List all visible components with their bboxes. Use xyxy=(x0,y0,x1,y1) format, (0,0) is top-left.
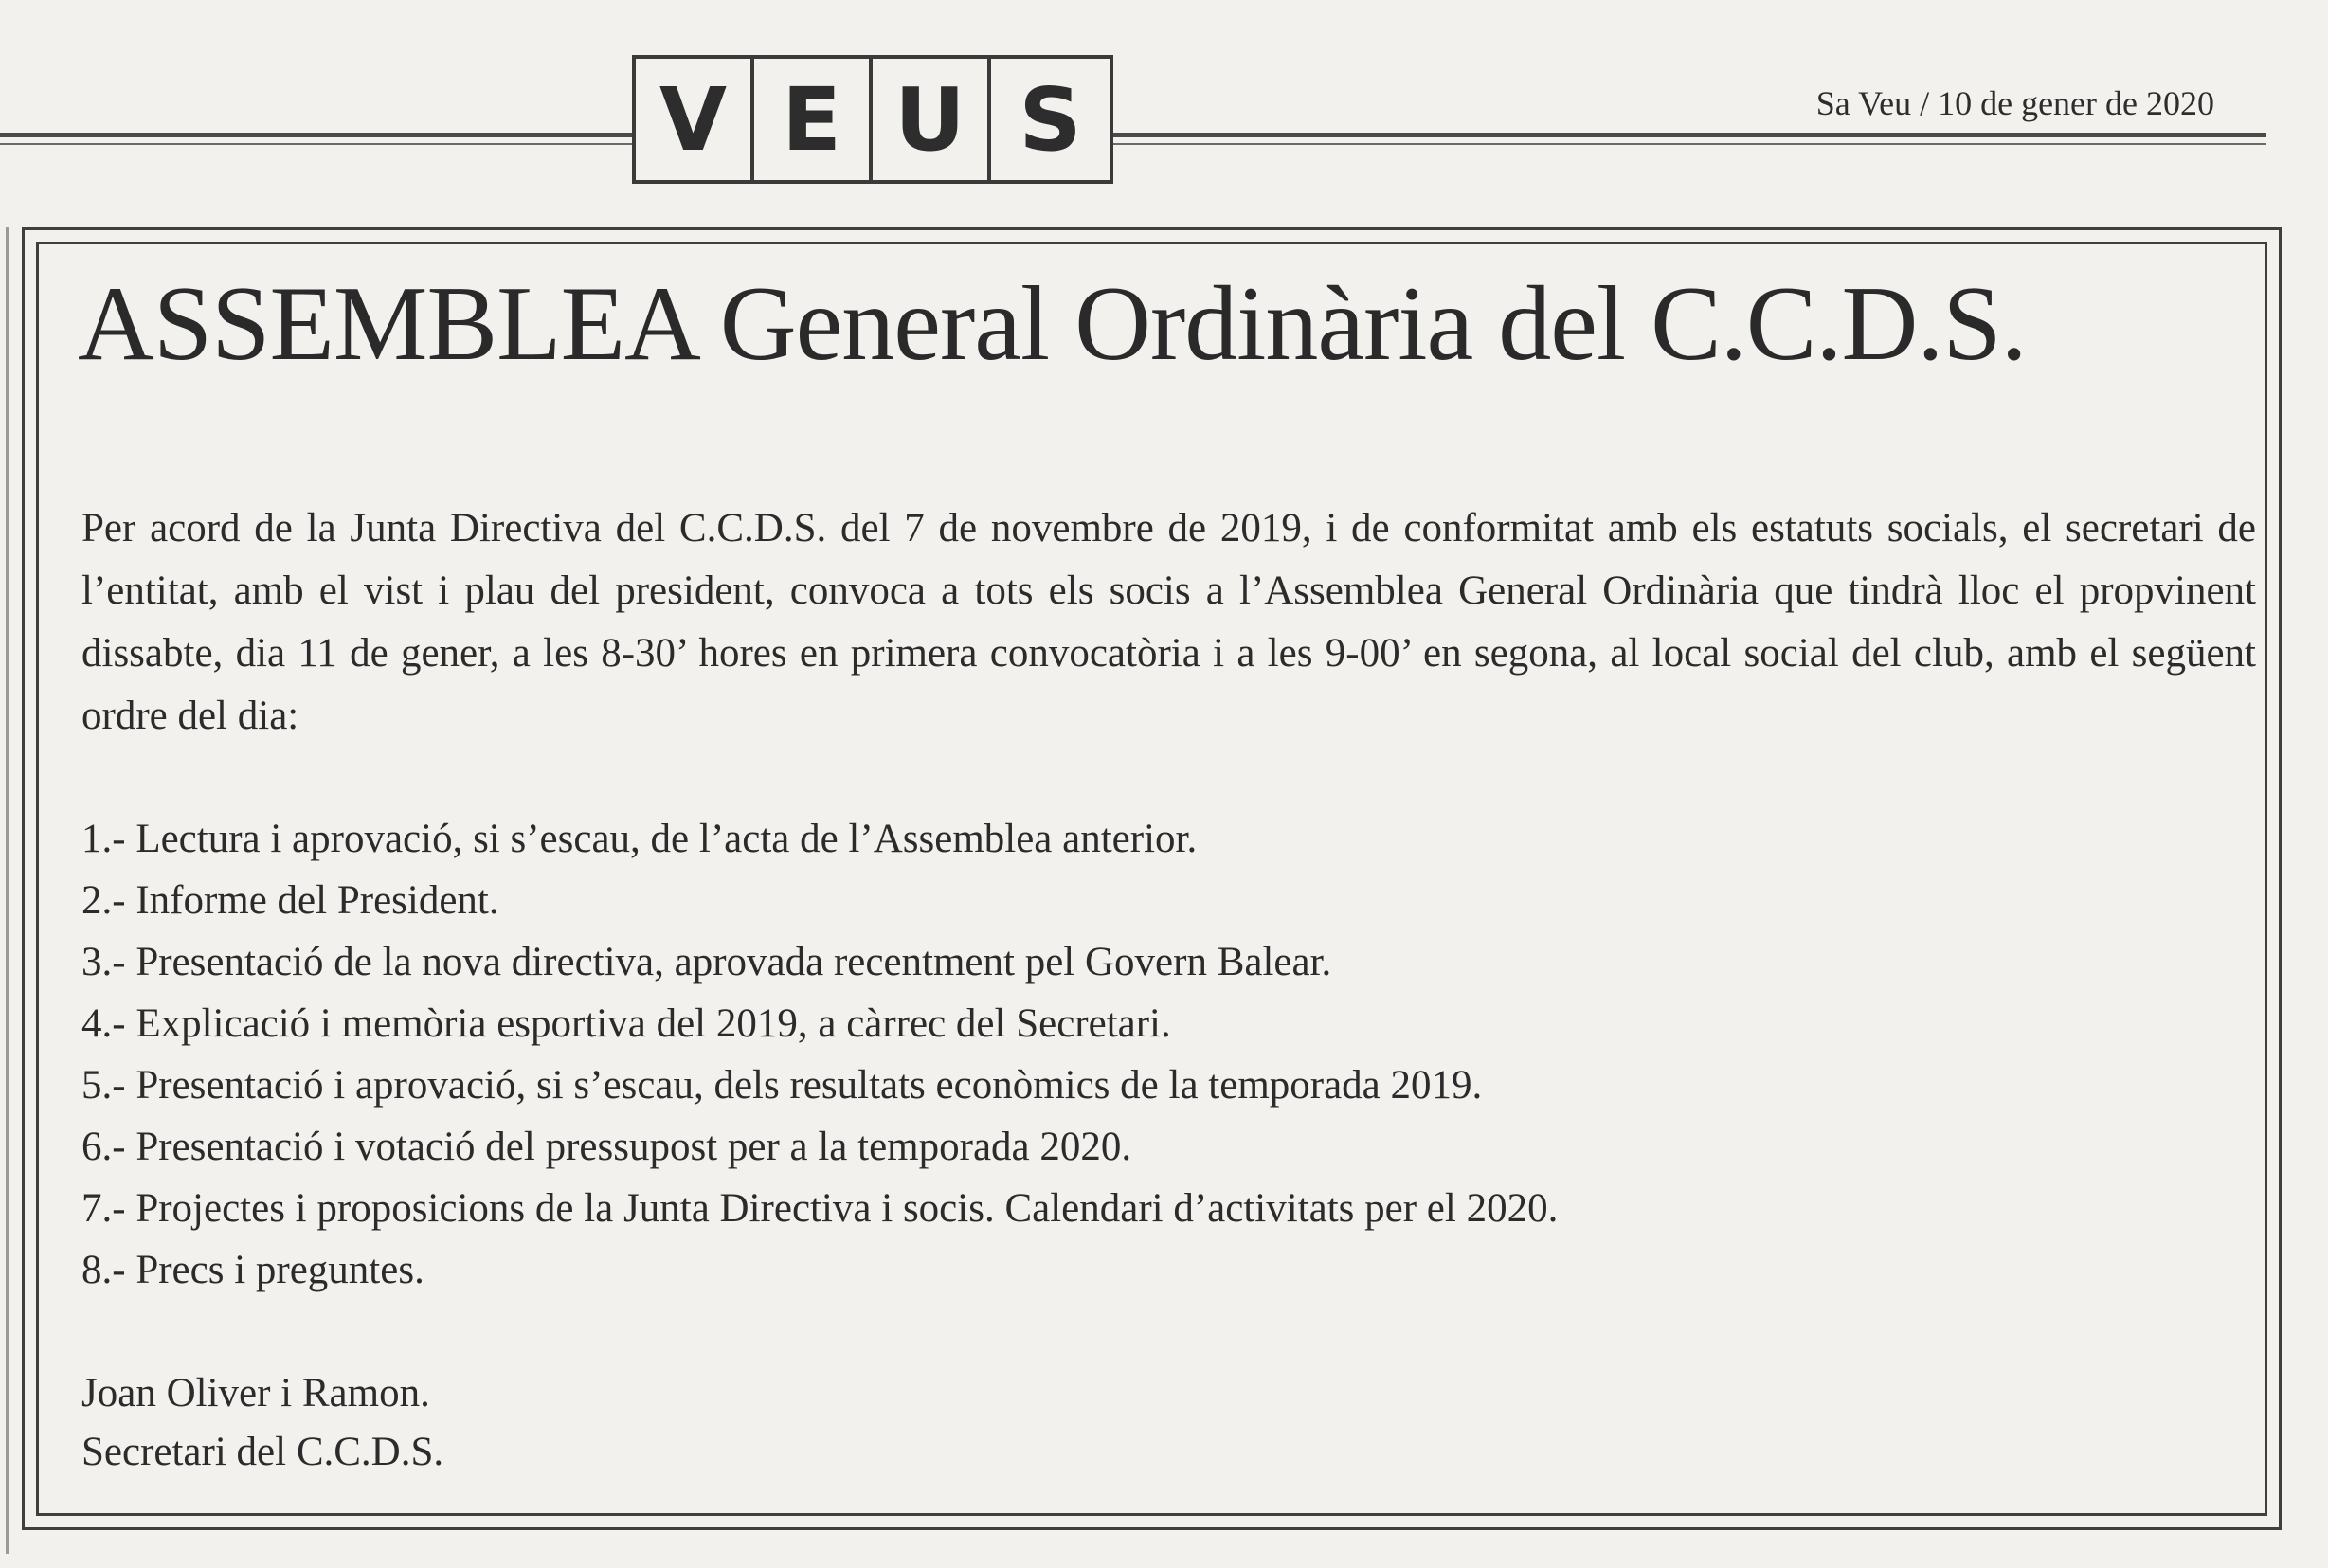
header-rule xyxy=(0,133,2266,137)
section-logo-letter: U xyxy=(873,59,991,180)
agenda-item: 8.- Precs i preguntes. xyxy=(81,1248,424,1292)
section-logo-letter: E xyxy=(754,59,873,180)
agenda-item: 1.- Lectura i aprovació, si s’escau, de l’acta de l’Assemblea anterior. xyxy=(81,817,1198,861)
agenda-item: 4.- Explicació i memòria esportiva del 2019, a càrrec del Secretari. xyxy=(81,1001,1171,1046)
agenda-item: 7.- Projectes i proposicions de la Junta Directiva i socis. Calendari d’activitats per el 2020. xyxy=(81,1186,1559,1231)
agenda-item: 2.- Informe del President. xyxy=(81,878,499,923)
signature-name: Joan Oliver i Ramon. xyxy=(81,1371,430,1415)
section-logo xyxy=(632,55,1113,184)
column-edge xyxy=(6,227,9,1554)
agenda-item: 5.- Presentació i aprovació, si s’escau, dels resultats econòmics de la temporada 2019. xyxy=(81,1063,1483,1108)
agenda-list xyxy=(81,808,1558,1301)
notice-title: ASSEMBLEA General Ordinària del C.C.D.S. xyxy=(78,265,2027,383)
dateline: Sa Veu / 10 de gener de 2020 xyxy=(1815,84,2214,122)
signature-block xyxy=(81,1364,443,1482)
agenda-item: 3.- Presentació de la nova directiva, aprovada recentment pel Govern Balear. xyxy=(81,940,1332,984)
signature-role: Secretari del C.C.D.S. xyxy=(81,1430,444,1474)
section-logo-letter: S xyxy=(1019,68,1082,171)
agenda-item: 6.- Presentació i votació del pressupost per a la temporada 2020. xyxy=(81,1125,1132,1169)
header-rule-thin xyxy=(0,143,2266,145)
notice-intro: Per acord de la Junta Directiva del C.C.D.S. del 7 de novembre de 2019, i de conformitat amb els estatuts socials, el secretari de l’entitat, amb el vist i plau del president, convoca a tots els socis a l’Assemblea General Ordinària que tindrà lloc el propvinent dissabte, dia 11 de gener, a les 8-30’ hores en primera convocatòria i a les 9-00’ en segona, al local social del club, amb el següent ordre del dia: xyxy=(81,506,2256,738)
section-logo-letter: V xyxy=(636,59,754,180)
